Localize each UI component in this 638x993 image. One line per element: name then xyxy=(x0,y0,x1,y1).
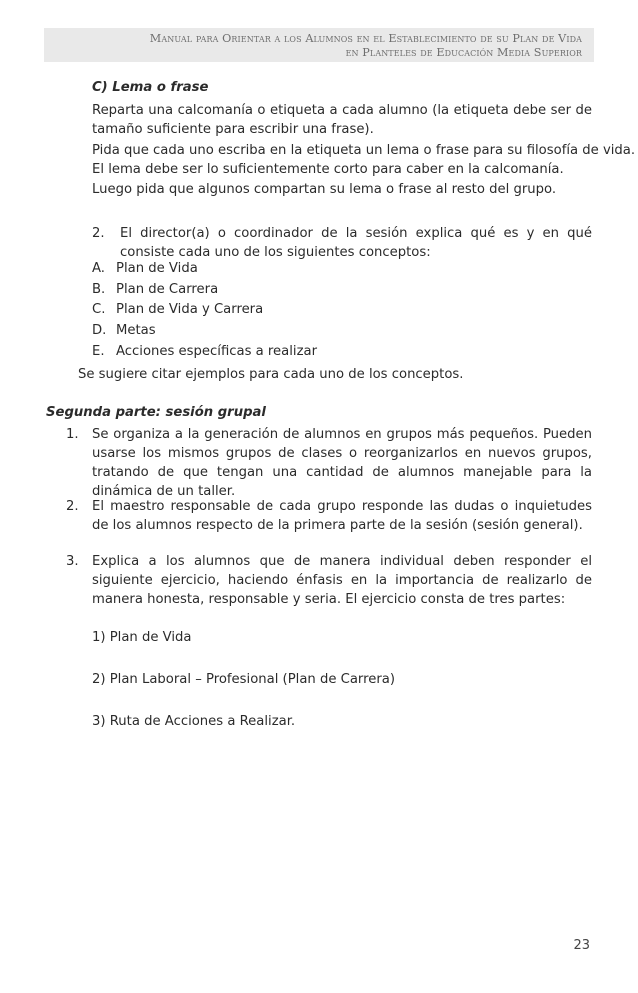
concept-item-e xyxy=(92,342,392,361)
suggestion-note: Se sugiere citar ejemplos para cada uno de los conceptos. xyxy=(78,367,464,382)
section-c-paragraph-4: Luego pida que algunos compartan su lema o frase al resto del grupo. xyxy=(92,182,557,197)
concept-text: Metas xyxy=(116,323,156,338)
concept-text: Plan de Vida xyxy=(116,261,198,276)
section-c-paragraph-2: Pida que cada uno escriba en la etiqueta un lema o frase para su filosofía de vida. xyxy=(92,143,636,158)
concept-text: Plan de Carrera xyxy=(116,282,219,297)
item-2-number: 2. xyxy=(92,226,105,241)
part-2-item-number: 1. xyxy=(66,427,79,442)
section-c-paragraph-3: El lema debe ser lo suficientemente corto para caber en la calcomanía. xyxy=(92,162,564,177)
exercise-part-2: 2) Plan Laboral – Profesional (Plan de Carrera) xyxy=(92,672,396,687)
part-2-item-3 xyxy=(66,552,592,609)
concept-item-d xyxy=(92,321,392,340)
part-2-item-2 xyxy=(66,497,592,535)
concept-text: Acciones específicas a realizar xyxy=(116,344,317,359)
part-2-item-text: Se organiza a la generación de alumnos en grupos más pequeños. Pueden usarse los mismos grupos de clases o reorganizarlos en nuevos grupos, tratando de que tengan una cantidad de alumnos manejable para la dinámica de un taller. xyxy=(92,427,592,499)
header-title-line-2: en Planteles de Educación Media Superior xyxy=(345,46,582,59)
part-2-item-number: 3. xyxy=(66,554,79,569)
section-c-paragraph-1: Reparta una calcomanía o etiqueta a cada alumno (la etiqueta debe ser de tamaño suficiente para escribir una frase). xyxy=(92,103,592,137)
concept-letter: C. xyxy=(92,302,106,317)
page-number: 23 xyxy=(573,938,590,953)
exercise-part-1: 1) Plan de Vida xyxy=(92,630,192,645)
part-2-item-text: Explica a los alumnos que de manera individual deben responder el siguiente ejercicio, haciendo énfasis en la importancia de realizarlo de manera honesta, responsable y seria. El ejercicio consta de tres partes: xyxy=(92,554,592,607)
part-2-item-text: El maestro responsable de cada grupo responde las dudas o inquietudes de los alumnos respecto de la primera parte de la sesión (sesión general). xyxy=(92,499,592,533)
concept-item-a xyxy=(92,259,392,278)
exercise-part-3: 3) Ruta de Acciones a Realizar. xyxy=(92,714,296,729)
header-title-line-1: Manual para Orientar a los Alumnos en el Establecimiento de su Plan de Vida xyxy=(149,32,582,45)
part-2-item-number: 2. xyxy=(66,499,79,514)
concept-letter: E. xyxy=(92,344,105,359)
concept-item-c xyxy=(92,300,392,319)
section-c-heading: C) Lema o frase xyxy=(92,80,209,95)
running-header xyxy=(44,28,594,62)
item-2-text: El director(a) o coordinador de la sesión explica qué es y en qué consiste cada uno de los siguientes conceptos: xyxy=(120,226,592,260)
concept-item-b xyxy=(92,280,392,299)
concept-letter: A. xyxy=(92,261,105,276)
part-2-item-1 xyxy=(66,425,592,501)
concept-letter: B. xyxy=(92,282,106,297)
item-2 xyxy=(92,224,592,262)
part-2-heading: Segunda parte: sesión grupal xyxy=(46,405,266,420)
concept-letter: D. xyxy=(92,323,107,338)
concept-text: Plan de Vida y Carrera xyxy=(116,302,264,317)
